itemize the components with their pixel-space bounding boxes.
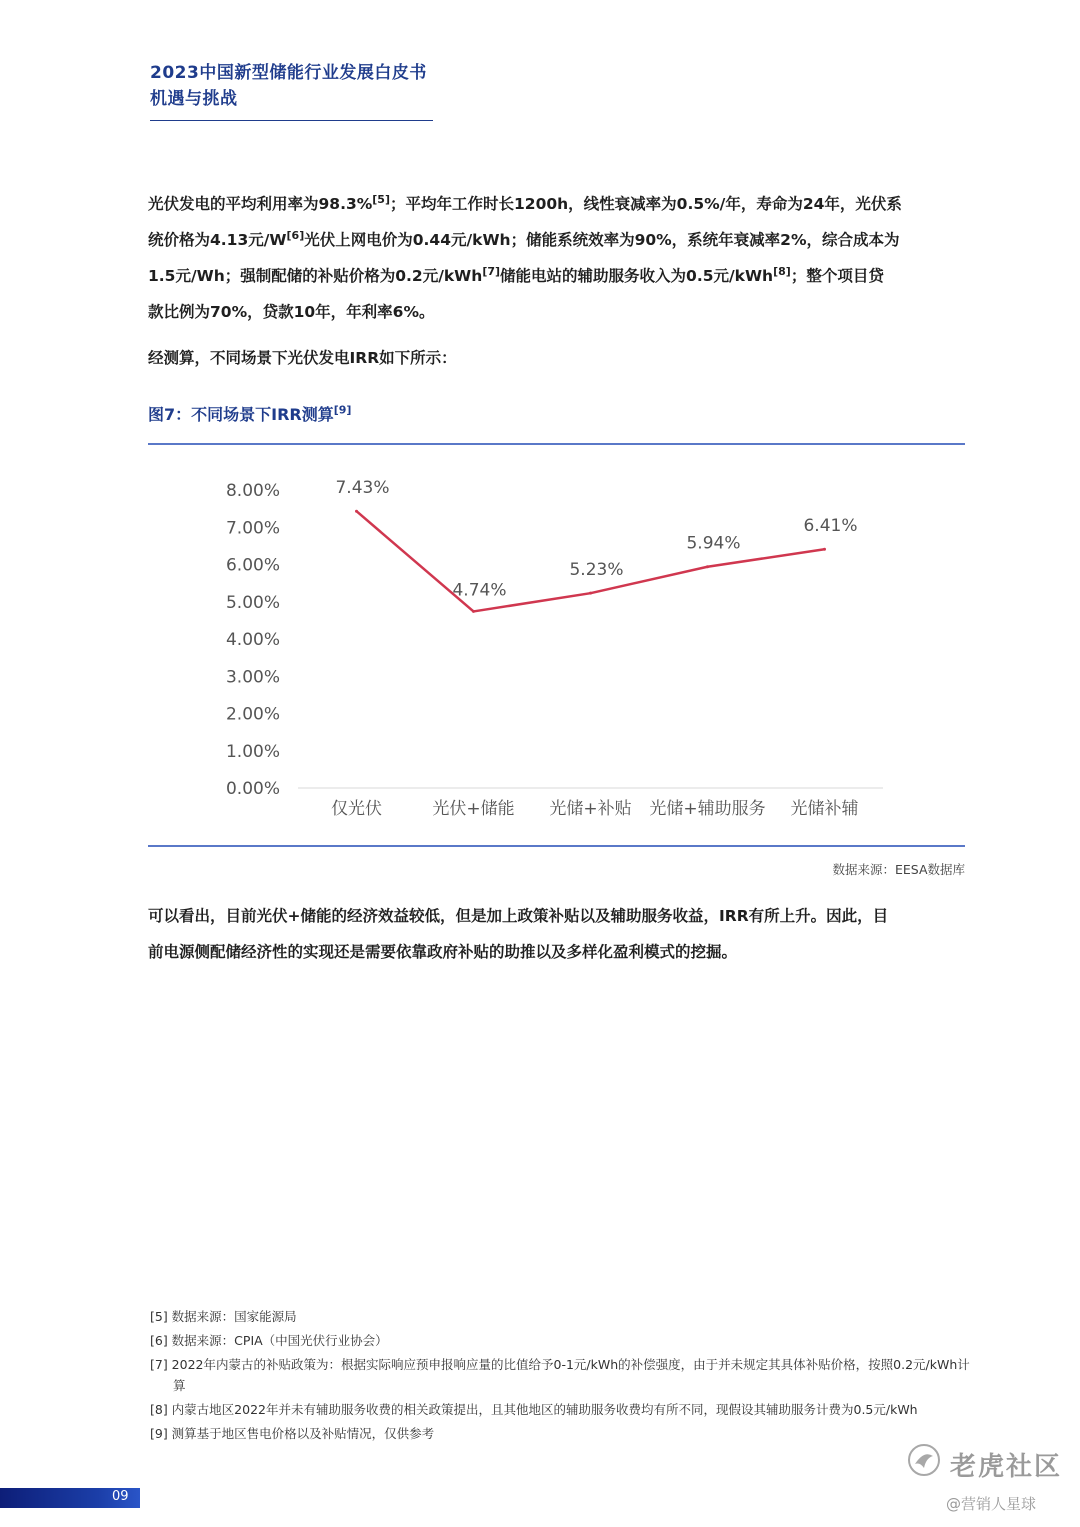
footnotes — [150, 1306, 980, 1447]
intro-paragraph — [148, 186, 968, 330]
header-title-line2: 机遇与挑战 — [150, 89, 238, 109]
conclusion-paragraph — [148, 898, 968, 970]
irr-point — [589, 592, 592, 595]
data-label: 4.74% — [452, 580, 507, 601]
intro-line-2 — [148, 222, 968, 258]
tiger-logo-icon — [906, 1442, 942, 1478]
x-tick-label: 光伏+储能 — [432, 799, 515, 819]
data-label: 5.94% — [686, 533, 741, 554]
intro-text: ；整个项目贷 — [790, 267, 884, 285]
watermark-handle: @营销人星球 — [946, 1495, 1037, 1513]
figure-top-rule — [148, 443, 965, 445]
figure-title-text: 图7：不同场景下IRR测算 — [148, 405, 334, 424]
reference-6: [6] — [286, 228, 305, 242]
intro-text: ；平均年工作时长1200h，线性衰减率为0.5%/年，寿命为24年，光伏系 — [390, 195, 902, 213]
header-rule — [150, 120, 433, 121]
footnote-9: [9] 测算基于地区售电价格以及补贴情况，仅供参考 — [150, 1426, 435, 1441]
x-axis — [298, 788, 883, 819]
figure-source: 数据来源：EESA数据库 — [832, 862, 965, 877]
irr-point — [355, 510, 358, 513]
y-tick-label: 7.00% — [225, 518, 280, 539]
figure-bottom-rule — [148, 845, 965, 847]
x-tick-label: 光储+补贴 — [549, 799, 632, 819]
reference-5: [5] — [372, 192, 390, 206]
y-tick-label: 0.00% — [225, 779, 280, 799]
document-header — [150, 60, 427, 112]
lead-sentence: 经测算，不同场景下光伏发电IRR如下所示： — [148, 349, 457, 367]
page-number: 09 — [112, 1489, 129, 1504]
data-label: 6.41% — [803, 516, 858, 537]
y-tick-label: 5.00% — [225, 592, 280, 613]
intro-line-4: 款比例为70%，贷款10年，年利率6%。 — [148, 303, 435, 321]
reference-9: [9] — [333, 403, 352, 417]
irr-point — [823, 548, 826, 551]
footnote-7: [7] 2022年内蒙古的补贴政策为：根据实际响应预申报响应量的比值给予0-1元/kWh的补偿强度，由于并未规定其具体补贴价格，按照0.2元/kWh计算 — [150, 1357, 970, 1393]
x-tick-label: 光储补辅 — [790, 799, 859, 819]
intro-text: 光伏上网电价为0.44元/kWh；储能系统效率为90%，系统年衰减率2%，综合成本为 — [304, 231, 900, 249]
header-title-line1: 2023中国新型储能行业发展白皮书 — [150, 63, 427, 83]
x-tick-label: 仅光伏 — [331, 799, 382, 819]
y-tick-label: 8.00% — [225, 481, 280, 501]
intro-line-3 — [148, 258, 968, 294]
conclusion-line-2: 前电源侧配储经济性的实现还是需要依靠政府补贴的助推以及多样化盈利模式的挖掘。 — [148, 943, 738, 961]
y-tick-label: 3.00% — [225, 667, 280, 688]
conclusion-line-1: 可以看出，目前光伏+储能的经济效益较低，但是加上政策补贴以及辅助服务收益，IRR有所上升。因此，目 — [148, 907, 889, 925]
data-labels — [335, 478, 857, 600]
reference-7: [7] — [482, 264, 501, 278]
irr-point — [706, 565, 709, 568]
irr-point — [472, 610, 475, 613]
footnote-5: [5] 数据来源：国家能源局 — [150, 1309, 297, 1324]
reference-8: [8] — [773, 264, 791, 278]
y-axis — [226, 481, 280, 799]
footnote-8: [8] 内蒙古地区2022年并未有辅助服务收费的相关政策提出，且其他地区的辅助服务收费均有所不同，现假设其辅助服务计费为0.5元/kWh — [150, 1402, 918, 1417]
y-tick-label: 4.00% — [225, 630, 280, 650]
intro-text: 光伏发电的平均利用率为98.3% — [148, 195, 373, 213]
intro-text: 1.5元/Wh；强制配储的补贴价格为0.2元/kWh — [148, 267, 483, 285]
watermark-brand: 老虎社区 — [950, 1452, 1063, 1482]
irr-line-chart — [148, 460, 965, 840]
intro-text: 统价格为4.13元/W — [148, 231, 287, 249]
data-label: 5.23% — [569, 560, 624, 581]
x-tick-label: 光储+辅助服务 — [649, 799, 766, 819]
y-tick-label: 1.00% — [225, 741, 280, 762]
y-tick-label: 6.00% — [225, 555, 280, 576]
footnote-6: [6] 数据来源：CPIA（中国光伏行业协会） — [150, 1333, 388, 1348]
data-label: 7.43% — [335, 478, 390, 499]
y-tick-label: 2.00% — [225, 704, 280, 725]
intro-text: 储能电站的辅助服务收入为0.5元/kWh — [500, 267, 774, 285]
intro-line-1 — [148, 186, 968, 222]
figure-title — [148, 402, 351, 425]
